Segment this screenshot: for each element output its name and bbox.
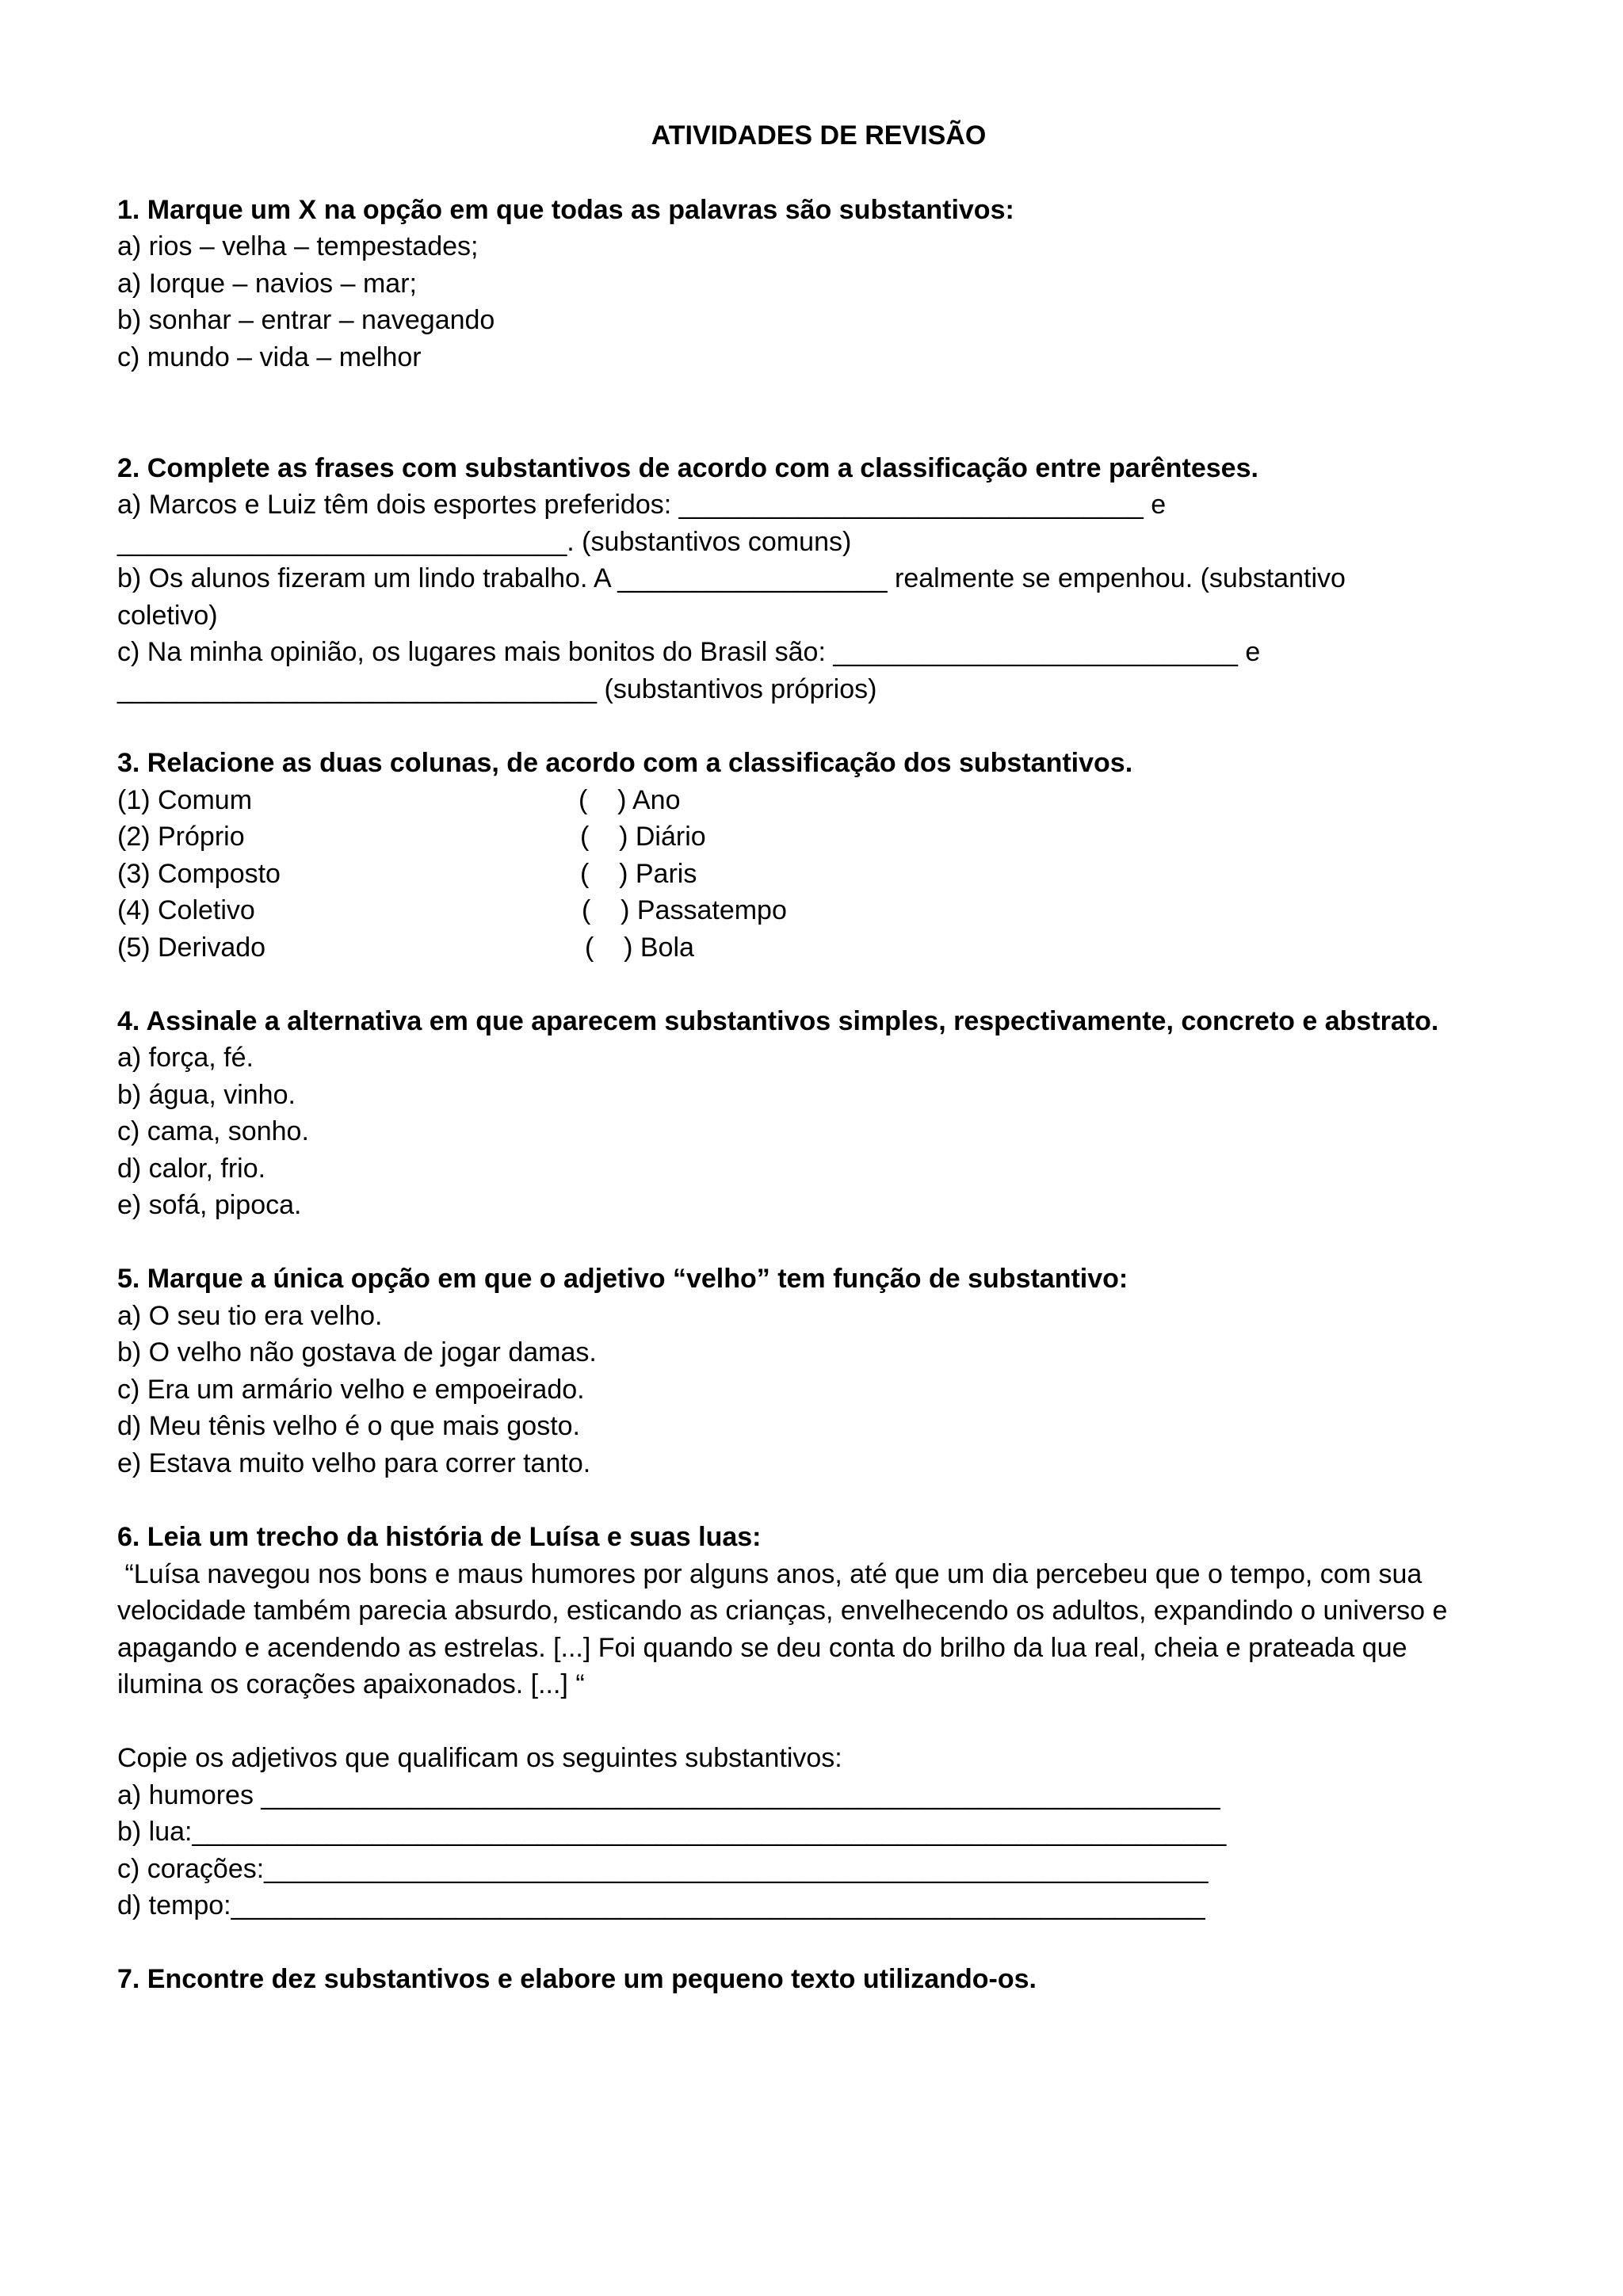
q2-line: ________________________________ (substantivos próprios) — [117, 674, 877, 704]
q5-option: e) Estava muito velho para correr tanto. — [117, 1448, 591, 1478]
q4-option: a) força, fé. — [117, 1043, 254, 1073]
q3-right-item: ( ) Paris — [580, 859, 697, 889]
page-title: ATIVIDADES DE REVISÃO — [651, 120, 987, 151]
q3-right-item: ( ) Passatempo — [582, 895, 787, 925]
q3-left-item: (4) Coletivo — [117, 895, 255, 925]
q2-line: a) Marcos e Luiz têm dois esportes preferidos: _______________________________ e — [117, 490, 1167, 520]
q5-option: a) O seu tio era velho. — [117, 1301, 383, 1331]
q6-excerpt-line: ilumina os corações apaixonados. [...] “ — [117, 1669, 585, 1699]
q3-left-item: (2) Próprio — [117, 822, 245, 852]
q6-answer-line: a) humores ________________________________________________________________ — [117, 1780, 1220, 1810]
q6-excerpt-line: velocidade também parecia absurdo, esticando as crianças, envelhecendo os adultos, expandindo o universo e — [117, 1596, 1448, 1626]
question-7-heading: 7. Encontre dez substantivos e elabore um pequeno texto utilizando-os. — [117, 1964, 1037, 1994]
q3-right-item: ( ) Ano — [579, 785, 681, 815]
q2-line: b) Os alunos fizeram um lindo trabalho. A __________________ realmente se empenhou. (substantivo — [117, 563, 1346, 593]
question-1-heading: 1. Marque um X na opção em que todas as palavras são substantivos: — [117, 195, 1014, 225]
q3-right-item: ( ) Bola — [585, 933, 694, 963]
q3-right-item: ( ) Diário — [580, 822, 706, 852]
q6-instruction: Copie os adjetivos que qualificam os seguintes substantivos: — [117, 1743, 842, 1773]
question-4-heading: 4. Assinale a alternativa em que aparecem substantivos simples, respectivamente, concreto e abstrato. — [117, 1006, 1439, 1036]
q4-option: e) sofá, pipoca. — [117, 1190, 302, 1220]
q5-option: b) O velho não gostava de jogar damas. — [117, 1337, 597, 1367]
q3-left-item: (1) Comum — [117, 785, 253, 815]
q1-option: a) rios – velha – tempestades; — [117, 231, 479, 261]
question-2-heading: 2. Complete as frases com substantivos de acordo com a classificação entre parênteses. — [117, 453, 1258, 483]
q2-line: ______________________________. (substantivos comuns) — [117, 527, 852, 557]
q4-option: c) cama, sonho. — [117, 1116, 309, 1146]
q6-answer-line: d) tempo:_________________________________________________________________ — [117, 1890, 1205, 1920]
q5-option: c) Era um armário velho e empoeirado. — [117, 1375, 585, 1405]
question-6-heading: 6. Leia um trecho da história de Luísa e suas luas: — [117, 1522, 762, 1552]
q6-answer-line: c) corações:_______________________________________________________________ — [117, 1854, 1209, 1884]
q5-option: d) Meu tênis velho é o que mais gosto. — [117, 1411, 580, 1441]
q1-option: b) sonhar – entrar – navegando — [117, 305, 495, 335]
q6-excerpt-line: apagando e acendendo as estrelas. [...] Foi quando se deu conta do brilho da lua real, cheia e prateada que — [117, 1633, 1407, 1663]
q1-option: a) Iorque – navios – mar; — [117, 269, 417, 299]
q1-option: c) mundo – vida – melhor — [117, 342, 422, 372]
q3-left-item: (3) Composto — [117, 859, 281, 889]
q2-line: coletivo) — [117, 601, 218, 631]
q2-line: c) Na minha opinião, os lugares mais bonitos do Brasil são: ___________________________ e — [117, 637, 1261, 667]
q6-answer-line: b) lua:_____________________________________________________________________ — [117, 1817, 1227, 1847]
question-3-heading: 3. Relacione as duas colunas, de acordo com a classificação dos substantivos. — [117, 748, 1133, 778]
q4-option: b) água, vinho. — [117, 1080, 296, 1110]
question-5-heading: 5. Marque a única opção em que o adjetivo “velho” tem função de substantivo: — [117, 1264, 1128, 1294]
q4-option: d) calor, frio. — [117, 1154, 266, 1184]
q3-left-item: (5) Derivado — [117, 933, 266, 963]
q6-excerpt-line: “Luísa navegou nos bons e maus humores por alguns anos, até que um dia percebeu que o tempo, com sua — [117, 1559, 1423, 1589]
